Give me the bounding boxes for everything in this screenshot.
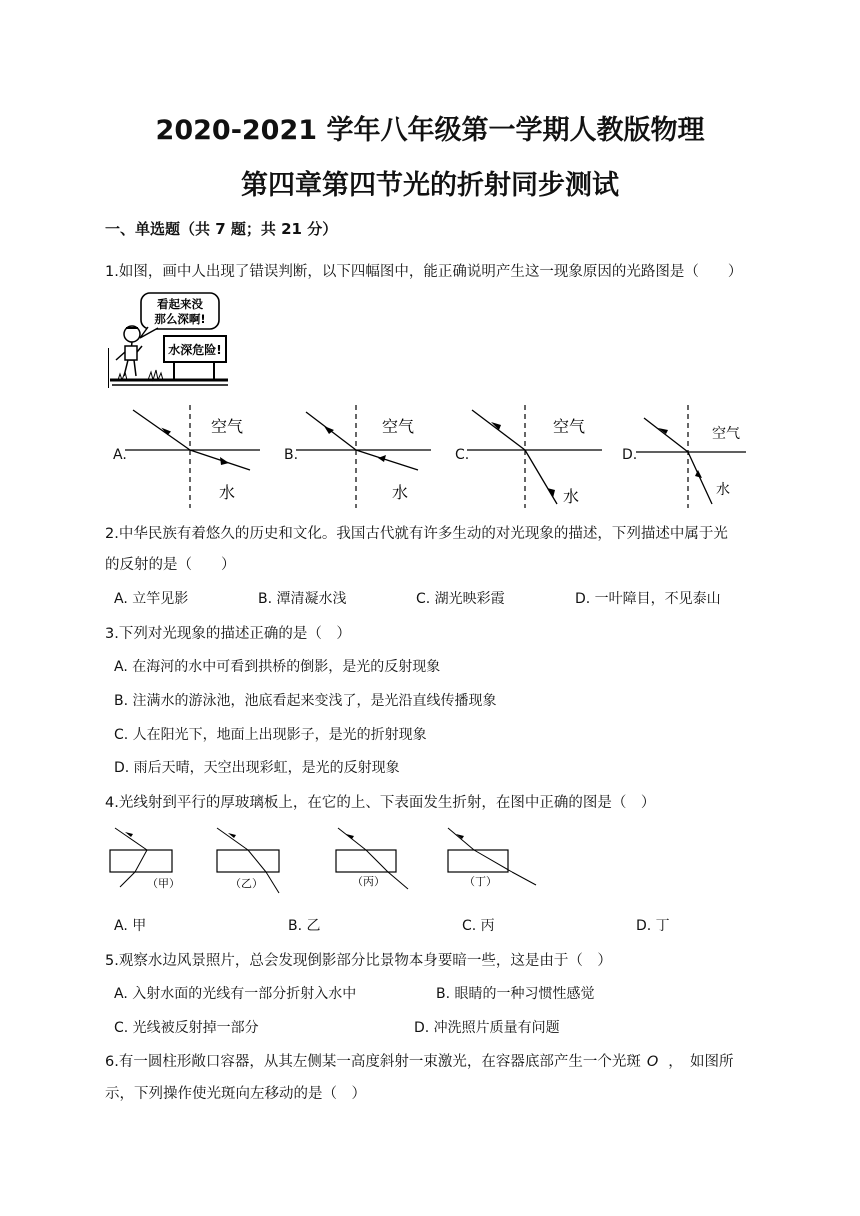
q3-option-d: D. 雨后天晴，天空出现彩虹，是光的反射现象 — [114, 760, 400, 776]
svg-text:水: 水 — [716, 482, 730, 498]
q3-option-a: A. 在海河的水中可看到拱桥的倒影，是光的反射现象 — [114, 659, 441, 675]
question-4-text: 4.光线射到平行的厚玻璃板上，在它的上、下表面发生折射，在图中正确的图是（ ） — [105, 795, 656, 811]
q2-option-a: A. 立竿见影 — [114, 591, 189, 607]
q1-diagram-c — [467, 400, 602, 512]
question-6-text-line1: 6.有一圆柱形敞口容器，从其左侧某一高度斜射一束激光，在容器底部产生一个光斑 O ， 如图所 — [105, 1054, 734, 1070]
svg-text:水: 水 — [219, 483, 236, 502]
q4-figure-ding — [440, 825, 540, 895]
q1-option-a-label: A. — [113, 447, 127, 463]
page-title-line2: 第四章第四节光的折射同步测试 — [241, 170, 619, 201]
q1-diagram-a — [125, 400, 260, 512]
svg-text:水: 水 — [392, 483, 409, 502]
q4-option-b: B. 乙 — [288, 918, 321, 934]
svg-text:水深危险!: 水深危险! — [168, 343, 222, 357]
svg-text:（丁）: （丁） — [464, 875, 497, 888]
q2-option-c: C. 湖光映彩霞 — [416, 591, 505, 607]
svg-text:水: 水 — [563, 487, 580, 506]
q4-option-a: A. 甲 — [114, 918, 147, 934]
svg-text:空气: 空气 — [382, 417, 415, 436]
q2-option-d: D. 一叶障目，不见泰山 — [575, 591, 721, 607]
svg-text:空气: 空气 — [553, 417, 586, 436]
svg-text:看起来没: 看起来没 — [157, 297, 203, 311]
q1-option-b-label: B. — [284, 447, 299, 463]
q4-figure-jia — [105, 825, 185, 895]
question-6-text-line2: 示，下列操作使光斑向左移动的是（ ） — [105, 1086, 366, 1102]
q5-option-a: A. 入射水面的光线有一部分折射入水中 — [114, 986, 357, 1002]
svg-text:空气: 空气 — [211, 417, 244, 436]
q1-option-d-label: D. — [622, 447, 638, 463]
q5-option-b: B. 眼睛的一种习惯性感觉 — [436, 986, 595, 1002]
page-title-line1: 2020-2021 学年八年级第一学期人教版物理 — [155, 115, 705, 146]
svg-text:那么深啊!: 那么深啊! — [154, 312, 206, 326]
question-5-text: 5.观察水边风景照片，总会发现倒影部分比景物本身要暗一些，这是由于（ ） — [105, 953, 612, 969]
q1-diagram-b — [296, 400, 431, 512]
question-2-text-line1: 2.中华民族有着悠久的历史和文化。我国古代就有许多生动的对光现象的描述，下列描述中属于光 — [105, 526, 728, 542]
q4-figure-yi — [214, 825, 294, 895]
svg-text:（甲）: （甲） — [147, 877, 180, 890]
q2-option-b: B. 潭清凝水浅 — [258, 591, 347, 607]
q4-option-c: C. 丙 — [462, 918, 495, 934]
section-heading: 一、单选题（共 7 题；共 21 分） — [105, 220, 338, 238]
svg-text:空气: 空气 — [712, 426, 740, 442]
q3-option-b: B. 注满水的游泳池，池底看起来变浅了，是光沿直线传播现象 — [114, 693, 497, 709]
cartoon-illustration — [108, 290, 233, 390]
svg-text:（乙）: （乙） — [230, 877, 263, 890]
q5-option-c: C. 光线被反射掉一部分 — [114, 1020, 259, 1036]
question-2-text-line2: 的反射的是（ ） — [105, 557, 236, 573]
question-1-text: 1.如图，画中人出现了错误判断，以下四幅图中，能正确说明产生这一现象原因的光路图是（ ） — [105, 264, 743, 280]
svg-text:（丙）: （丙） — [352, 875, 385, 888]
q5-option-d: D. 冲洗照片质量有问题 — [414, 1020, 560, 1036]
q4-option-d: D. 丁 — [636, 918, 670, 934]
q4-figure-bing — [328, 825, 413, 895]
q3-option-c: C. 人在阳光下，地面上出现影子，是光的折射现象 — [114, 727, 427, 743]
question-3-text: 3.下列对光现象的描述正确的是（ ） — [105, 626, 351, 642]
q1-diagram-d — [636, 400, 751, 512]
q1-option-c-label: C. — [455, 447, 470, 463]
